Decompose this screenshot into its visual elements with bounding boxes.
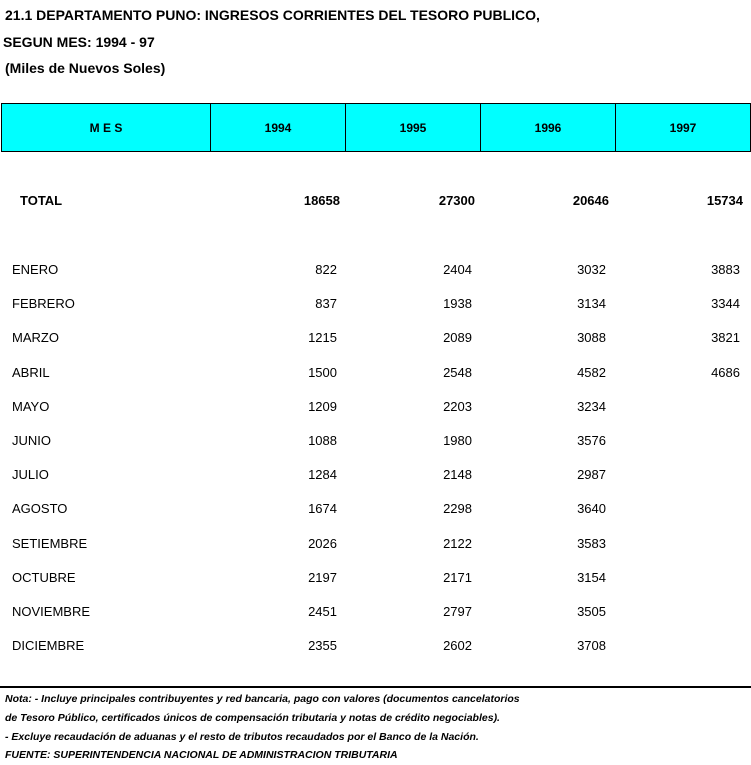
value-cell: 822 bbox=[315, 262, 337, 277]
table-row bbox=[0, 433, 751, 449]
total-1995: 27300 bbox=[438, 193, 475, 208]
total-1997: 15734 bbox=[706, 193, 743, 208]
table-row bbox=[0, 638, 751, 654]
value-cell: 3154 bbox=[577, 569, 606, 585]
value-cell: 1980 bbox=[443, 433, 472, 448]
total-1994: 18658 bbox=[303, 193, 340, 208]
value-cell: 2298 bbox=[443, 501, 472, 517]
value-cell: 2797 bbox=[443, 604, 472, 619]
table-row bbox=[0, 262, 751, 278]
month-label: NOVIEMBRE bbox=[12, 604, 91, 619]
value-cell: 2122 bbox=[443, 535, 472, 551]
table-row bbox=[0, 501, 751, 517]
value-cell: 2148 bbox=[443, 467, 472, 483]
divider bbox=[0, 686, 751, 688]
month-label: MAYO bbox=[12, 398, 50, 414]
value-cell: 2548 bbox=[443, 364, 472, 380]
title-line-1: 21.1 DEPARTAMENTO PUNO: INGRESOS CORRIENTES DEL TESORO PUBLICO, bbox=[5, 7, 540, 23]
month-label: JUNIO bbox=[12, 433, 51, 448]
value-cell: 1938 bbox=[443, 296, 472, 312]
table-row bbox=[0, 536, 751, 552]
header-1995: 1995 bbox=[346, 104, 481, 151]
value-cell: 2171 bbox=[443, 569, 472, 585]
value-cell: 4686 bbox=[711, 364, 740, 380]
month-label: AGOSTO bbox=[12, 501, 68, 517]
value-cell: 2355 bbox=[308, 638, 337, 654]
table-header bbox=[1, 103, 751, 152]
month-label: SETIEMBRE bbox=[12, 535, 88, 551]
table-row bbox=[0, 604, 751, 620]
value-cell: 2602 bbox=[443, 638, 472, 654]
total-1996: 20646 bbox=[572, 193, 609, 208]
month-label: ABRIL bbox=[12, 364, 50, 380]
total-row bbox=[0, 193, 751, 209]
title-units: (Miles de Nuevos Soles) bbox=[5, 60, 166, 76]
value-cell: 4582 bbox=[577, 364, 606, 380]
header-1996: 1996 bbox=[481, 104, 616, 151]
value-cell: 3883 bbox=[711, 262, 740, 277]
note-line-2: de Tesoro Público, certificados únicos de compensación tributaria y notas de crédito negociables). bbox=[5, 712, 500, 724]
header-1997: 1997 bbox=[669, 120, 697, 135]
value-cell: 3505 bbox=[577, 604, 606, 619]
value-cell: 3583 bbox=[577, 535, 606, 551]
value-cell: 3032 bbox=[577, 262, 606, 277]
value-cell: 3088 bbox=[577, 330, 606, 346]
value-cell: 3821 bbox=[711, 330, 740, 346]
value-cell: 2451 bbox=[308, 604, 337, 619]
value-cell: 1674 bbox=[308, 501, 337, 517]
title-line-2: SEGUN MES: 1994 - 97 bbox=[3, 34, 155, 50]
month-label: OCTUBRE bbox=[12, 569, 76, 585]
month-label: ENERO bbox=[12, 262, 59, 277]
note-line-3: - Excluye recaudación de aduanas y el resto de tributos recaudados por el Banco de la Nación. bbox=[5, 731, 479, 743]
value-cell: 1209 bbox=[308, 398, 337, 414]
table-row bbox=[0, 296, 751, 312]
source-line: FUENTE: SUPERINTENDENCIA NACIONAL DE ADMINISTRACION TRIBUTARIA bbox=[5, 749, 398, 761]
value-cell: 837 bbox=[315, 296, 337, 312]
value-cell: 2089 bbox=[443, 330, 472, 346]
note-line-1: Nota: - Incluye principales contribuyentes y red bancaria, pago con valores (documentos cancelatorios bbox=[5, 693, 520, 705]
value-cell: 3708 bbox=[577, 638, 606, 654]
table-row bbox=[0, 467, 751, 483]
month-label: FEBRERO bbox=[12, 296, 75, 312]
month-label: MARZO bbox=[12, 330, 59, 346]
value-cell: 3576 bbox=[577, 433, 606, 448]
table-row bbox=[0, 365, 751, 381]
value-cell: 1500 bbox=[308, 364, 337, 380]
value-cell: 1284 bbox=[308, 467, 337, 483]
table-row bbox=[0, 570, 751, 586]
value-cell: 3640 bbox=[577, 501, 606, 517]
value-cell: 1088 bbox=[308, 433, 337, 448]
value-cell: 2203 bbox=[443, 398, 472, 414]
total-label: TOTAL bbox=[20, 193, 63, 208]
value-cell: 3344 bbox=[711, 296, 740, 312]
header-1994: 1994 bbox=[211, 104, 346, 151]
value-cell: 3134 bbox=[577, 296, 606, 312]
value-cell: 3234 bbox=[577, 398, 606, 414]
value-cell: 2026 bbox=[308, 535, 337, 551]
table-row bbox=[0, 399, 751, 415]
value-cell: 2197 bbox=[308, 569, 337, 585]
month-label: DICIEMBRE bbox=[12, 638, 85, 654]
month-label: JULIO bbox=[12, 467, 49, 483]
value-cell: 1215 bbox=[308, 330, 337, 346]
header-mes: M E S bbox=[2, 104, 211, 151]
value-cell: 2404 bbox=[443, 262, 472, 277]
table-row bbox=[0, 330, 751, 346]
value-cell: 2987 bbox=[577, 467, 606, 483]
